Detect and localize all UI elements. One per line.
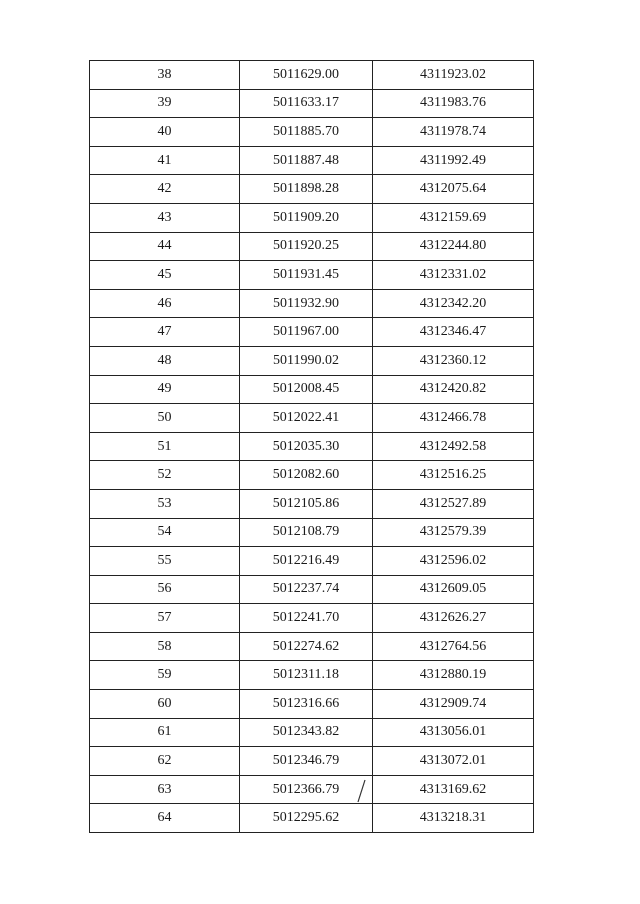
x-coordinate-cell: 5011990.02 bbox=[240, 346, 373, 375]
table-row bbox=[90, 346, 534, 375]
y-coordinate-cell: 4313056.01 bbox=[373, 718, 534, 747]
point-number-cell: 40 bbox=[90, 118, 240, 147]
table-row bbox=[90, 547, 534, 576]
y-coordinate-cell: 4312492.58 bbox=[373, 432, 534, 461]
y-coordinate-cell: 4312346.47 bbox=[373, 318, 534, 347]
point-number-cell: 46 bbox=[90, 289, 240, 318]
point-number-cell: 58 bbox=[90, 632, 240, 661]
table-row bbox=[90, 461, 534, 490]
table-row bbox=[90, 404, 534, 433]
point-number-cell: 39 bbox=[90, 89, 240, 118]
point-number-cell: 54 bbox=[90, 518, 240, 547]
point-number-cell: 62 bbox=[90, 747, 240, 776]
point-number-cell: 38 bbox=[90, 61, 240, 90]
point-number-cell: 53 bbox=[90, 489, 240, 518]
x-coordinate-cell: 5011932.90 bbox=[240, 289, 373, 318]
y-coordinate-cell: 4312909.74 bbox=[373, 690, 534, 719]
y-coordinate-cell: 4312626.27 bbox=[373, 604, 534, 633]
x-coordinate-cell: 5012035.30 bbox=[240, 432, 373, 461]
y-coordinate-cell: 4312342.20 bbox=[373, 289, 534, 318]
point-number-cell: 49 bbox=[90, 375, 240, 404]
y-coordinate-cell: 4311992.49 bbox=[373, 146, 534, 175]
table-row bbox=[90, 489, 534, 518]
x-coordinate-cell: 5012366.79 bbox=[240, 775, 373, 804]
y-coordinate-cell: 4313218.31 bbox=[373, 804, 534, 833]
x-coordinate-cell: 5011898.28 bbox=[240, 175, 373, 204]
table-row bbox=[90, 718, 534, 747]
x-coordinate-cell: 5012295.62 bbox=[240, 804, 373, 833]
table-row bbox=[90, 661, 534, 690]
x-coordinate-cell: 5012274.62 bbox=[240, 632, 373, 661]
table-row bbox=[90, 89, 534, 118]
y-coordinate-cell: 4313072.01 bbox=[373, 747, 534, 776]
table-row bbox=[90, 289, 534, 318]
y-coordinate-cell: 4312466.78 bbox=[373, 404, 534, 433]
x-coordinate-cell: 5012108.79 bbox=[240, 518, 373, 547]
x-coordinate-cell: 5012008.45 bbox=[240, 375, 373, 404]
x-coordinate-cell: 5011931.45 bbox=[240, 261, 373, 290]
point-number-cell: 57 bbox=[90, 604, 240, 633]
point-number-cell: 56 bbox=[90, 575, 240, 604]
x-coordinate-cell: 5011909.20 bbox=[240, 203, 373, 232]
table-row bbox=[90, 118, 534, 147]
point-number-cell: 51 bbox=[90, 432, 240, 461]
point-number-cell: 41 bbox=[90, 146, 240, 175]
x-coordinate-cell: 5011967.00 bbox=[240, 318, 373, 347]
y-coordinate-cell: 4312596.02 bbox=[373, 547, 534, 576]
table-row bbox=[90, 61, 534, 90]
x-coordinate-cell: 5012022.41 bbox=[240, 404, 373, 433]
point-number-cell: 44 bbox=[90, 232, 240, 261]
y-coordinate-cell: 4311923.02 bbox=[373, 61, 534, 90]
table-row bbox=[90, 318, 534, 347]
x-coordinate-cell: 5011887.48 bbox=[240, 146, 373, 175]
table-row bbox=[90, 575, 534, 604]
x-coordinate-cell: 5012316.66 bbox=[240, 690, 373, 719]
y-coordinate-cell: 4312331.02 bbox=[373, 261, 534, 290]
point-number-cell: 48 bbox=[90, 346, 240, 375]
table-row bbox=[90, 804, 534, 833]
table-row bbox=[90, 747, 534, 776]
point-number-cell: 63 bbox=[90, 775, 240, 804]
x-coordinate-cell: 5012216.49 bbox=[240, 547, 373, 576]
point-number-cell: 47 bbox=[90, 318, 240, 347]
point-number-cell: 61 bbox=[90, 718, 240, 747]
x-coordinate-cell: 5011920.25 bbox=[240, 232, 373, 261]
point-number-cell: 52 bbox=[90, 461, 240, 490]
point-number-cell: 55 bbox=[90, 547, 240, 576]
y-coordinate-cell: 4313169.62 bbox=[373, 775, 534, 804]
pen-slash-mark bbox=[355, 778, 367, 804]
x-coordinate-cell: 5012311.18 bbox=[240, 661, 373, 690]
y-coordinate-cell: 4311978.74 bbox=[373, 118, 534, 147]
y-coordinate-cell: 4312527.89 bbox=[373, 489, 534, 518]
table-row bbox=[90, 232, 534, 261]
x-coordinate-cell: 5011633.17 bbox=[240, 89, 373, 118]
point-number-cell: 60 bbox=[90, 690, 240, 719]
y-coordinate-cell: 4312880.19 bbox=[373, 661, 534, 690]
point-number-cell: 64 bbox=[90, 804, 240, 833]
x-coordinate-cell: 5011629.00 bbox=[240, 61, 373, 90]
y-coordinate-cell: 4312516.25 bbox=[373, 461, 534, 490]
point-number-cell: 43 bbox=[90, 203, 240, 232]
x-coordinate-cell: 5012237.74 bbox=[240, 575, 373, 604]
x-coordinate-cell: 5012082.60 bbox=[240, 461, 373, 490]
coordinate-table-body bbox=[90, 61, 534, 833]
x-coordinate-cell: 5012105.86 bbox=[240, 489, 373, 518]
table-row bbox=[90, 632, 534, 661]
x-coordinate-cell: 5011885.70 bbox=[240, 118, 373, 147]
y-coordinate-cell: 4312244.80 bbox=[373, 232, 534, 261]
table-row bbox=[90, 375, 534, 404]
y-coordinate-cell: 4312579.39 bbox=[373, 518, 534, 547]
y-coordinate-cell: 4312420.82 bbox=[373, 375, 534, 404]
table-row bbox=[90, 203, 534, 232]
y-coordinate-cell: 4312075.64 bbox=[373, 175, 534, 204]
point-number-cell: 45 bbox=[90, 261, 240, 290]
table-row bbox=[90, 604, 534, 633]
table-row bbox=[90, 175, 534, 204]
y-coordinate-cell: 4312360.12 bbox=[373, 346, 534, 375]
x-coordinate-cell: 5012346.79 bbox=[240, 747, 373, 776]
coordinate-table bbox=[89, 60, 534, 833]
table-row bbox=[90, 261, 534, 290]
table-row bbox=[90, 146, 534, 175]
point-number-cell: 59 bbox=[90, 661, 240, 690]
x-coordinate-cell: 5012343.82 bbox=[240, 718, 373, 747]
y-coordinate-cell: 4312159.69 bbox=[373, 203, 534, 232]
table-row bbox=[90, 432, 534, 461]
y-coordinate-cell: 4311983.76 bbox=[373, 89, 534, 118]
x-coordinate-cell: 5012241.70 bbox=[240, 604, 373, 633]
y-coordinate-cell: 4312764.56 bbox=[373, 632, 534, 661]
point-number-cell: 50 bbox=[90, 404, 240, 433]
table-row bbox=[90, 775, 534, 804]
y-coordinate-cell: 4312609.05 bbox=[373, 575, 534, 604]
table-row bbox=[90, 518, 534, 547]
table-row bbox=[90, 690, 534, 719]
point-number-cell: 42 bbox=[90, 175, 240, 204]
